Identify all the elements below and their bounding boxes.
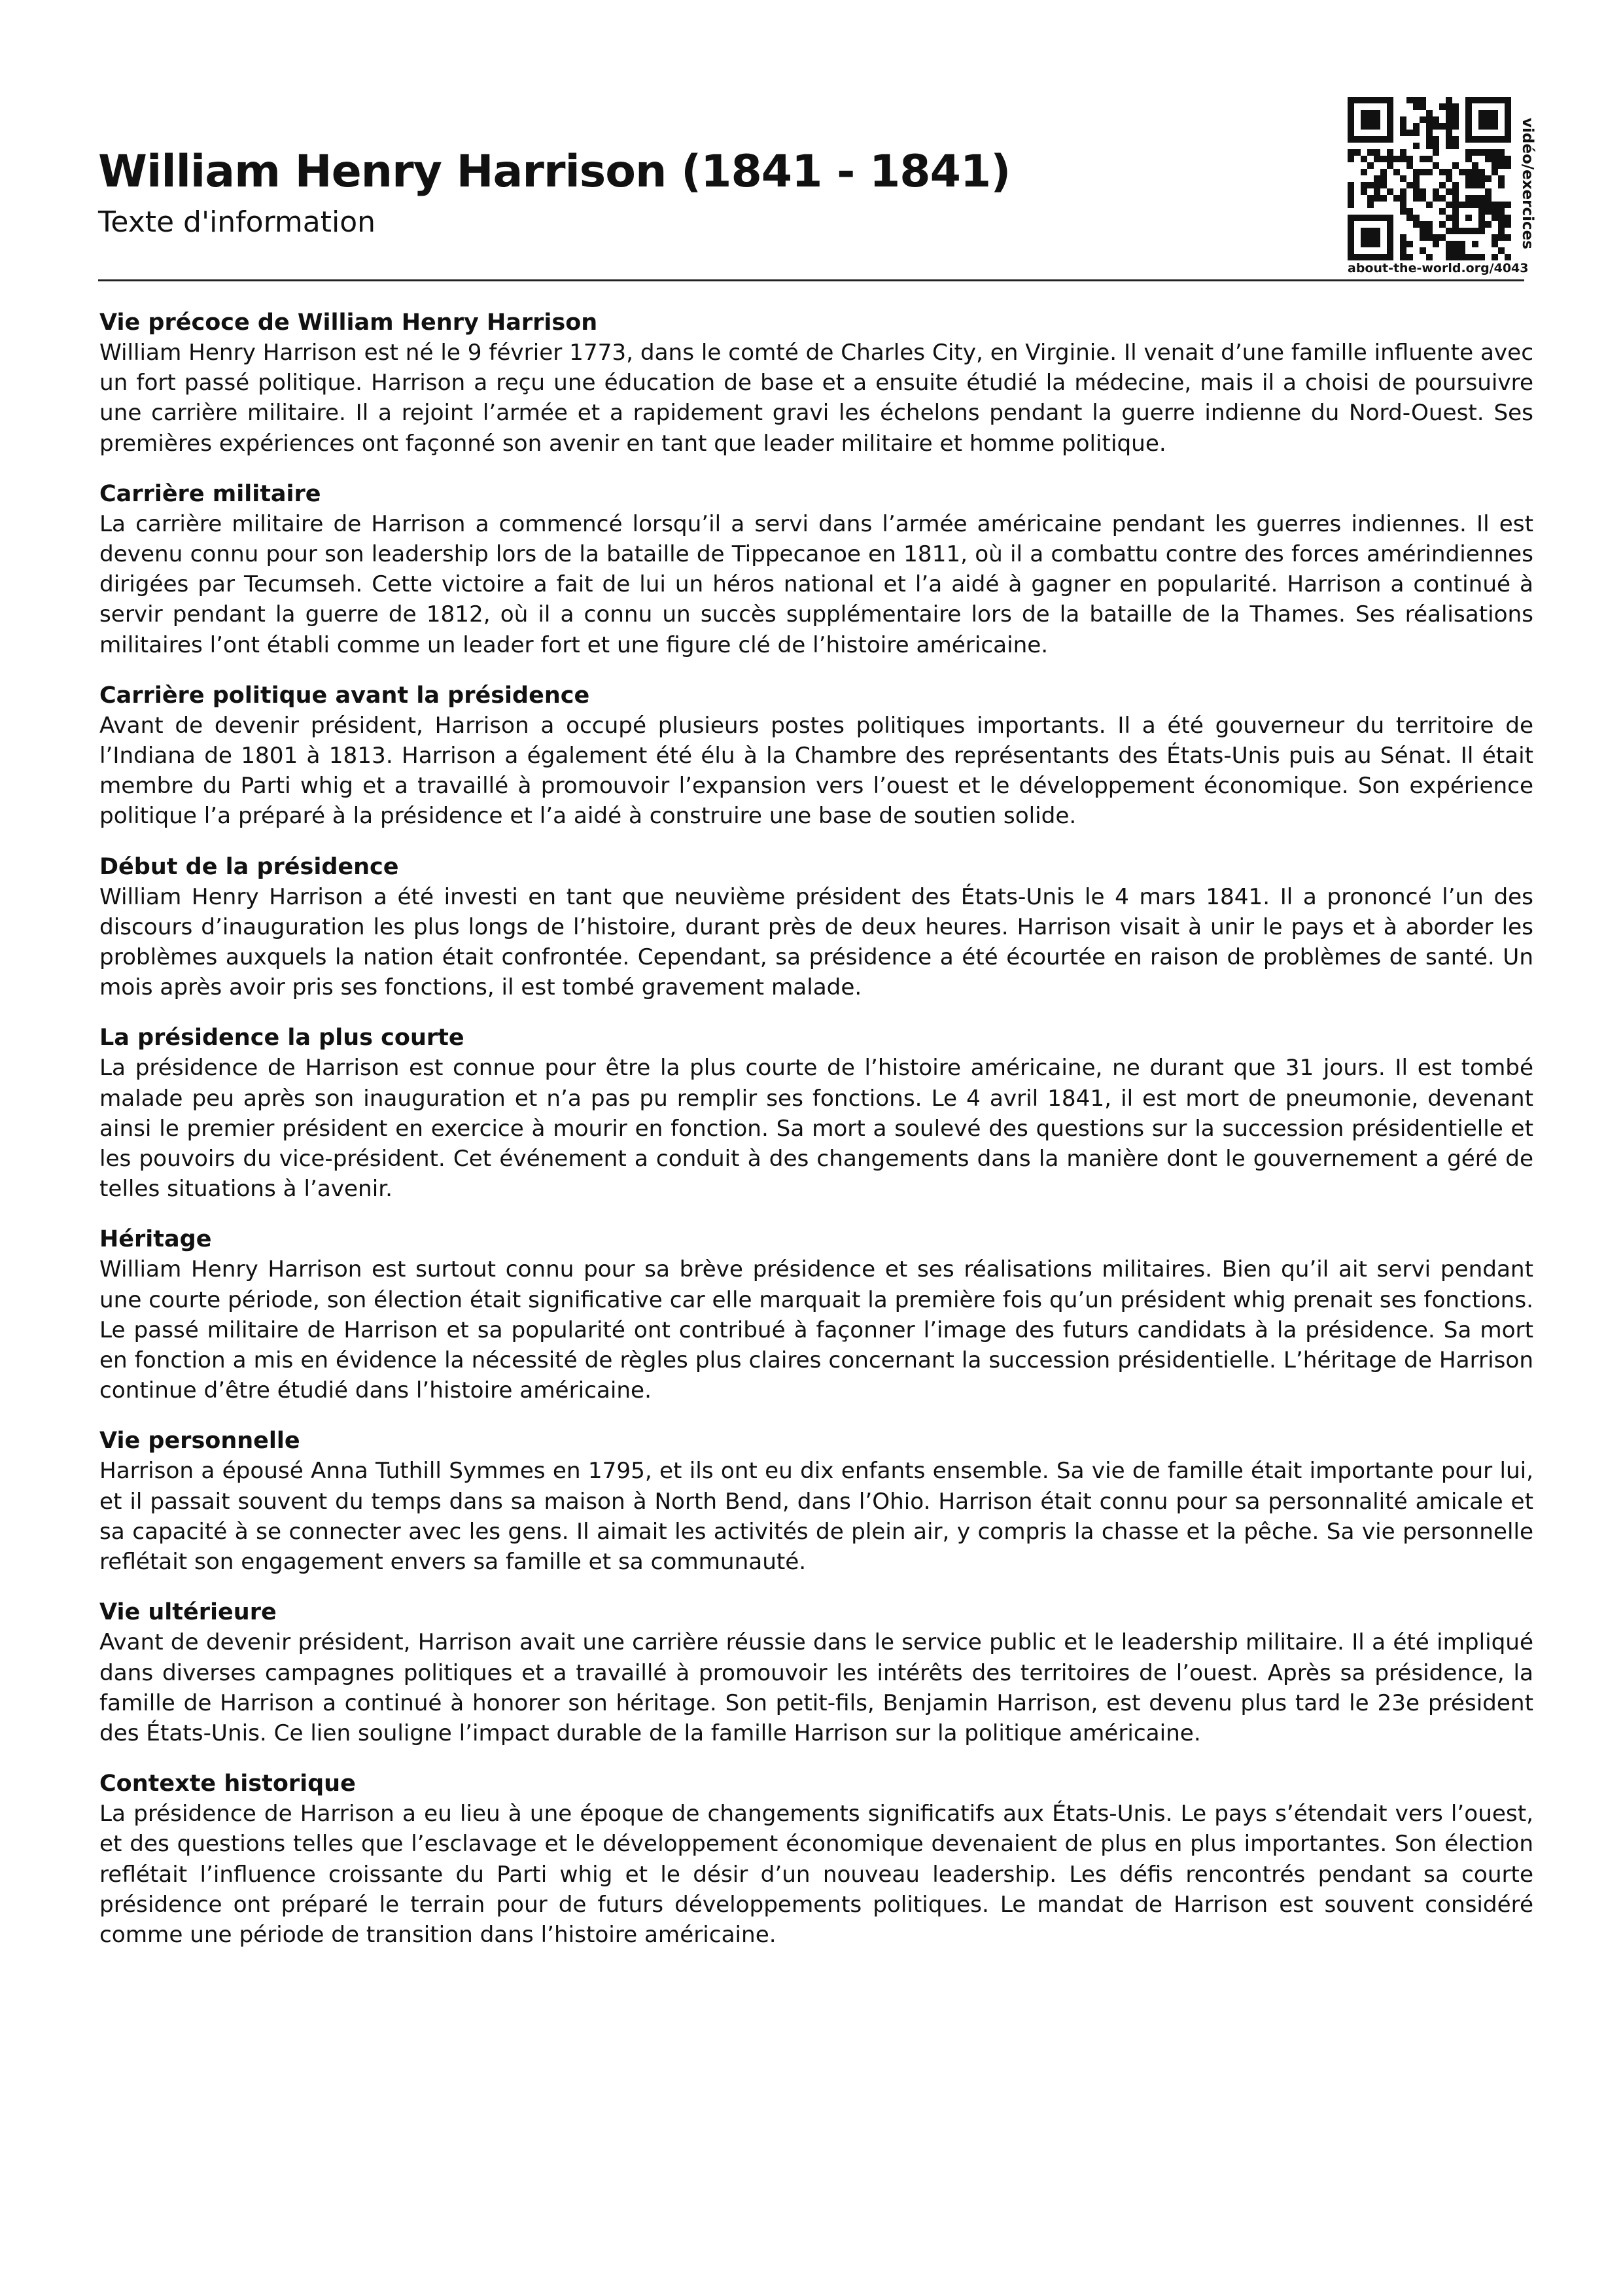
section-historical-context [99, 1769, 1533, 1950]
section-paragraph: William Henry Harrison a été investi en tant que neuvième président des États-Unis le 4 mars 1841. Il a prononcé l’un des discours d’inauguration les plus longs de l’histoire, durant près de deux heures. Harrison visait à unir le pays et à aborder les problèmes auxquels la nation était confrontée. Cependant, sa présidence a été écourtée en raison de problèmes de santé. Un mois après avoir pris ses fonctions, il est tombé gravement malade. [99, 883, 1533, 1001]
section-paragraph: La carrière militaire de Harrison a commencé lorsqu’il a servi dans l’armée américaine pendant les guerres indiennes. Il est devenu connu pour son leadership lors de la bataille de Tippecanoe en 1811, où il a combattu contre des forces amérindiennes dirigées par Tecumseh. Cette victoire a fait de lui un héros national et l’a aidé à gagner en popularité. Harrison a continué à servir pendant la guerre de 1812, où il a connu un succès supplémentaire lors de la bataille de la Thames. Ses réalisations militaires l’ont établi comme un leader fort et une figure clé de l’histoire américaine. [99, 510, 1533, 658]
page-header [98, 92, 1536, 278]
qr-url-link[interactable]: about-the-world.org/4043 [1348, 261, 1529, 275]
section-heading: Vie ultérieure [99, 1599, 277, 1626]
section-legacy [99, 1224, 1533, 1405]
section-heading: Vie personnelle [99, 1428, 300, 1455]
header-divider [98, 279, 1524, 281]
page-title: William Henry Harrison (1841 - 1841) [98, 146, 1011, 198]
section-heading: Héritage [99, 1226, 212, 1253]
qr-code-block[interactable] [1348, 92, 1536, 278]
section-heading: Vie précoce de William Henry Harrison [99, 309, 598, 336]
section-paragraph: Harrison a épousé Anna Tuthill Symmes en 1795, et ils ont eu dix enfants ensemble. Sa vie de famille était importante pour lui, et il passait souvent du temps dans sa maison à North Bend, dans l’Ohio. Harrison était connu pour sa personnalité amicale et sa capacité à se connecter avec les gens. Il aimait les activités de plein air, y compris la chasse et la pêche. Sa vie personnelle reflétait son engagement envers sa famille et sa communauté. [99, 1458, 1533, 1576]
section-heading: La présidence la plus courte [99, 1025, 464, 1051]
section-heading: Contexte historique [99, 1771, 356, 1797]
section-paragraph: William Henry Harrison est né le 9 février 1773, dans le comté de Charles City, en Virginie. Il venait d’une famille influente avec un fort passé politique. Harrison a reçu une éducation de base et a ensuite étudié la médecine, mais il a choisi de poursuivre une carrière militaire. Il a rejoint l’armée et a rapidement gravi les échelons pendant la guerre indienne du Nord-Ouest. Ses premières expériences ont façonné son avenir en tant que leader militaire et homme politique. [99, 340, 1533, 457]
section-shortest-presidency [99, 1023, 1533, 1204]
section-paragraph: Avant de devenir président, Harrison a occupé plusieurs postes politiques importants. Il a été gouverneur du territoire de l’Indiana de 1801 à 1813. Harrison a également été élu à la Chambre des représentants des États-Unis puis au Sénat. Il était membre du Parti whig et a travaillé à promouvoir l’expansion vers l’ouest et le développement économique. Son expérience politique l’a préparé à la présidence et l’a aidé à construire une base de soutien solide. [99, 712, 1533, 830]
section-heading: Carrière militaire [99, 480, 321, 507]
section-presidency-start [99, 852, 1533, 1003]
section-military-career [99, 479, 1533, 660]
section-heading: Début de la présidence [99, 853, 399, 880]
section-paragraph: William Henry Harrison est surtout connu pour sa brève présidence et ses réalisations militaires. Bien qu’il ait servi pendant une courte période, son élection était significative car elle marquait la première fois qu’un président whig prenait ses fonctions. Le passé militaire de Harrison et sa popularité ont contribué à façonner l’image des futurs candidats à la présidence. Sa mort en fonction a mis en évidence la nécessité de règles plus claires concernant la succession présidentielle. L’héritage de Harrison continue d’être étudié dans l’histoire américaine. [99, 1256, 1533, 1404]
section-paragraph: La présidence de Harrison est connue pour être la plus courte de l’histoire américaine, ne durant que 31 jours. Il est tombé malade peu après son inauguration et n’a pas pu remplir ses fonctions. Le 4 avril 1841, il est mort de pneumonie, devenant ainsi le premier président en exercice à mourir en fonction. Sa mort a soulevé des questions sur la succession présidentielle et les pouvoirs du vice-président. Cet événement a conduit à des changements dans la manière dont le gouvernement a géré de telles situations à l’avenir. [99, 1055, 1533, 1203]
section-later-life [99, 1597, 1533, 1748]
section-paragraph: Avant de devenir président, Harrison avait une carrière réussie dans le service public et le leadership militaire. Il a été impliqué dans diverses campagnes politiques et a travaillé à promouvoir les intérêts des territoires de l’ouest. Après sa présidence, la famille de Harrison a continué à honorer son héritage. Son petit-fils, Benjamin Harrison, est devenu plus tard le 23e président des États-Unis. Ce lien souligne l’impact durable de la famille Harrison sur la politique américaine. [99, 1629, 1533, 1746]
page-subtitle: Texte d'information [98, 205, 376, 239]
section-paragraph: La présidence de Harrison a eu lieu à une époque de changements significatifs aux États-Unis. Le pays s’étendait vers l’ouest, et des questions telles que l’esclavage et le développement économique devenaient de plus en plus importantes. Son élection reflétait l’influence croissante du Parti whig et le désir d’un nouveau leadership. Les défis rencontrés pendant sa courte présidence ont préparé le terrain pour de futurs développements politiques. Le mandat de Harrison est souvent considéré comme une période de transition dans l’histoire américaine. [99, 1801, 1533, 1948]
section-political-career [99, 680, 1533, 832]
qr-code-icon[interactable] [1348, 97, 1511, 260]
qr-side-label: vidéo/exercices [1519, 118, 1536, 249]
article-content [99, 308, 1533, 1970]
section-personal-life [99, 1426, 1533, 1577]
section-early-life [99, 308, 1533, 459]
section-heading: Carrière politique avant la présidence [99, 682, 590, 709]
